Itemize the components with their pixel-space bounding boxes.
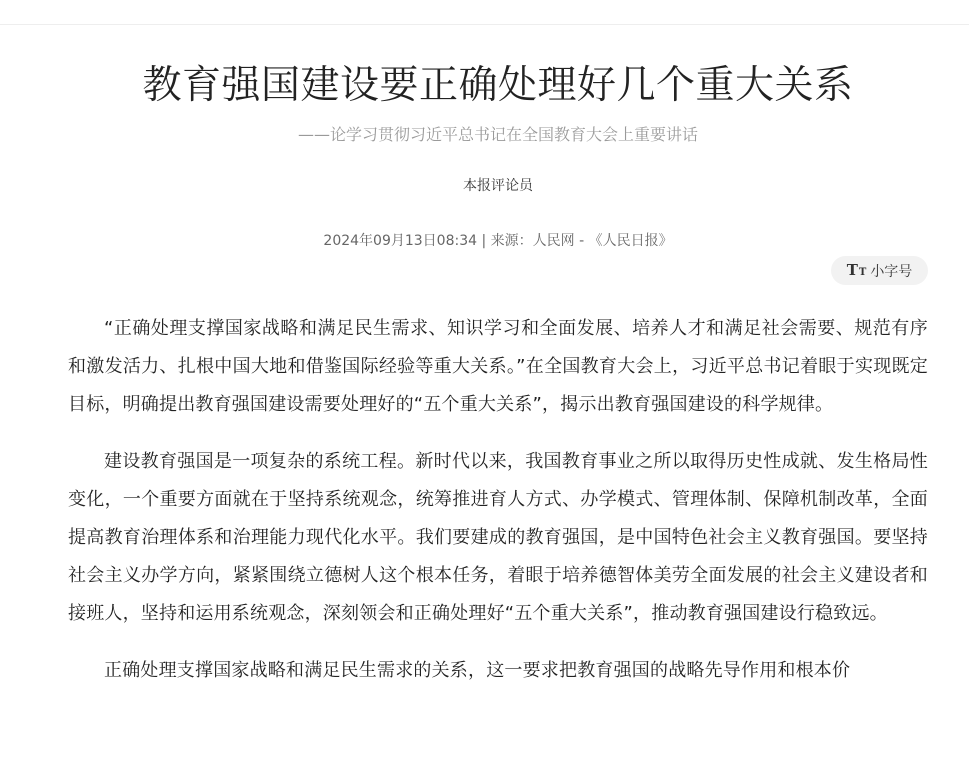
article-meta: 2024年09月13日08:34 | 来源：人民网 - 《人民日报》 [323, 233, 673, 249]
article-paragraph: 建设教育强国是一项复杂的系统工程。新时代以来，我国教育事业之所以取得历史性成就、发生格局性变化，一个重要方面就在于坚持系统观念，统筹推进育人方式、办学模式、管理体制、保障机制改革，全面提高教育治理体系和治理能力现代化水平。我们要建成的教育强国，是中国特色社会主义教育强国。要坚持社会主义办学方向，紧紧围绕立德树人这个根本任务，着眼于培养德智体美劳全面发展的社会主义建设者和接班人，坚持和运用系统观念，深刻领会和正确处理好“五个重大关系”，推动教育强国建设行稳致远。 [68, 451, 928, 624]
text-size-icon: T T [846, 261, 867, 279]
article-subtitle: ——论学习贯彻习近平总书记在全国教育大会上重要讲话 [297, 125, 698, 144]
article-paragraph: “正确处理支撑国家战略和满足民生需求、知识学习和全面发展、培养人才和满足社会需要、规范有序和激发活力、扎根中国大地和借鉴国际经验等重大关系。”在全国教育大会上，习近平总书记着眼于实现既定目标，明确提出教育强国建设需要处理好的“五个重大关系”，揭示出教育强国建设的科学规律。 [68, 318, 928, 415]
font-size-toggle-button[interactable] [831, 256, 928, 285]
header-divider [0, 24, 969, 25]
article-body [68, 310, 928, 710]
font-size-toggle-label: 小字号 [870, 263, 913, 280]
article-title: 教育强国建设要正确处理好几个重大关系 [142, 63, 854, 108]
article-paragraph: 正确处理支撑国家战略和满足民生需求的关系，这一要求把教育强国的战略先导作用和根本价 [104, 660, 851, 682]
article-author: 本报评论员 [463, 178, 533, 194]
